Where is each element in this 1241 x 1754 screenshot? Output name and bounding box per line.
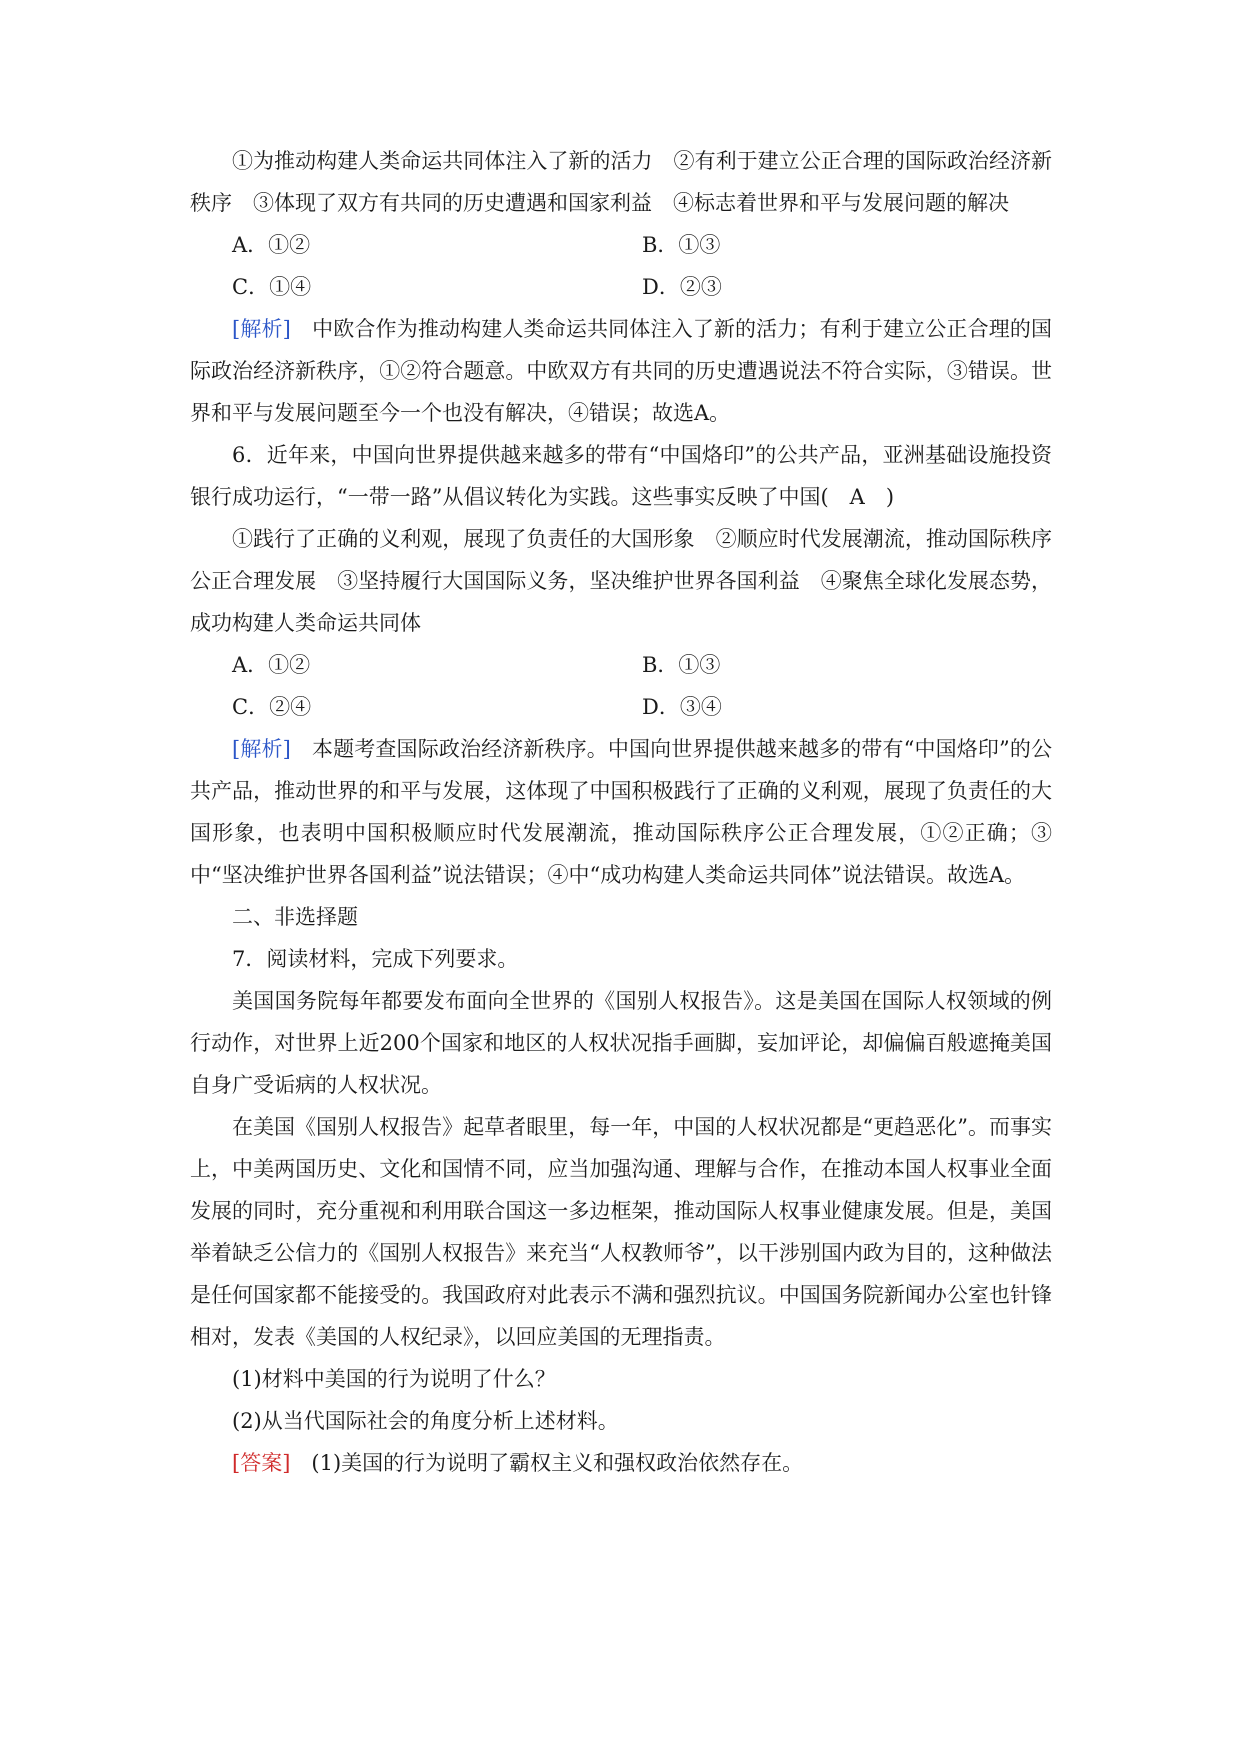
q5-options-row-1 bbox=[190, 224, 1052, 266]
q7-question-2: (2)从当代国际社会的角度分析上述材料。 bbox=[232, 1409, 619, 1433]
q7-answer-tag: [答案] bbox=[232, 1451, 291, 1475]
q5-option-d: D．②③ bbox=[642, 275, 722, 299]
q6-option-b: B．①③ bbox=[642, 653, 721, 677]
q5-analysis bbox=[190, 308, 1052, 434]
q7-material-2: 在美国《国别人权报告》起草者眼里，每一年，中国的人权状况都是“更趋恶化”。而事实上，中美两国历史、文化和国情不同，应当加强沟通、理解与合作，在推动本国人权事业全面发展的同时，充分重视和利用联合国这一多边框架，推动国际人权事业健康发展。但是，美国举着缺乏公信力的《国别人权报告》来充当“人权教师爷”，以干涉别国内政为目的，这种做法是任何国家都不能接受的。我国政府对此表示不满和强烈抗议。中国国务院新闻办公室也针锋相对，发表《美国的人权纪录》，以回应美国的无理指责。 bbox=[190, 1115, 1052, 1349]
q6-statements: ①践行了正确的义利观，展现了负责任的大国形象 ②顺应时代发展潮流，推动国际秩序公正合理发展 ③坚持履行大国国际义务，坚决维护世界各国利益 ④聚焦全球化发展态势，成功构建人类命运共同体 bbox=[190, 527, 1052, 635]
q5-options-row-2 bbox=[190, 266, 1052, 308]
q6-analysis-text: 本题考查国际政治经济新秩序。中国向世界提供越来越多的带有“中国烙印”的公共产品，推动世界的和平与发展，这体现了中国积极践行了正确的义利观，展现了负责任的大国形象，也表明中国积极顺应时代发展潮流，推动国际秩序公正合理发展，①②正确；③中“坚决维护世界各国利益”说法错误；④中“成功构建人类命运共同体”说法错误。故选A。 bbox=[190, 737, 1053, 887]
q6-option-a: A．①② bbox=[232, 653, 311, 677]
q7-stem: 7．阅读材料，完成下列要求。 bbox=[232, 947, 519, 971]
q7-answer-text: (1)美国的行为说明了霸权主义和强权政治依然存在。 bbox=[311, 1451, 804, 1475]
q5-analysis-tag: [解析] bbox=[232, 317, 291, 341]
q6-options-row-1 bbox=[190, 644, 1052, 686]
section-heading: 二、非选择题 bbox=[232, 905, 358, 929]
q7-question-1: (1)材料中美国的行为说明了什么？ bbox=[232, 1367, 556, 1391]
q5-analysis-text: 中欧合作为推动构建人类命运共同体注入了新的活力；有利于建立公正合理的国际政治经济新秩序，①②符合题意。中欧双方有共同的历史遭遇说法不符合实际，③错误。世界和平与发展问题至今一个也没有解决，④错误；故选A。 bbox=[190, 317, 1053, 425]
q6-analysis-tag: [解析] bbox=[232, 737, 291, 761]
q6-analysis bbox=[190, 728, 1052, 896]
q7-material-1: 美国国务院每年都要发布面向全世界的《国别人权报告》。这是美国在国际人权领域的例行动作，对世界上近200个国家和地区的人权状况指手画脚，妄加评论，却偏偏百般遮掩美国自身广受诟病的人权状况。 bbox=[190, 989, 1052, 1097]
q5-statements: ①为推动构建人类命运共同体注入了新的活力 ②有利于建立公正合理的国际政治经济新秩序 ③体现了双方有共同的历史遭遇和国家利益 ④标志着世界和平与发展问题的解决 bbox=[190, 149, 1052, 215]
q6-stem: 6．近年来，中国向世界提供越来越多的带有“中国烙印”的公共产品，亚洲基础设施投资银行成功运行，“一带一路”从倡议转化为实践。这些事实反映了中国( A ) bbox=[190, 443, 1052, 509]
q6-options-row-2 bbox=[190, 686, 1052, 728]
q6-option-d: D．③④ bbox=[642, 695, 722, 719]
q7-answer bbox=[190, 1442, 1052, 1484]
q5-option-a: A．①② bbox=[232, 233, 311, 257]
q6-option-c: C．②④ bbox=[232, 695, 312, 719]
q5-option-c: C．①④ bbox=[232, 275, 312, 299]
q5-option-b: B．①③ bbox=[642, 233, 721, 257]
document-page bbox=[190, 140, 1052, 1484]
